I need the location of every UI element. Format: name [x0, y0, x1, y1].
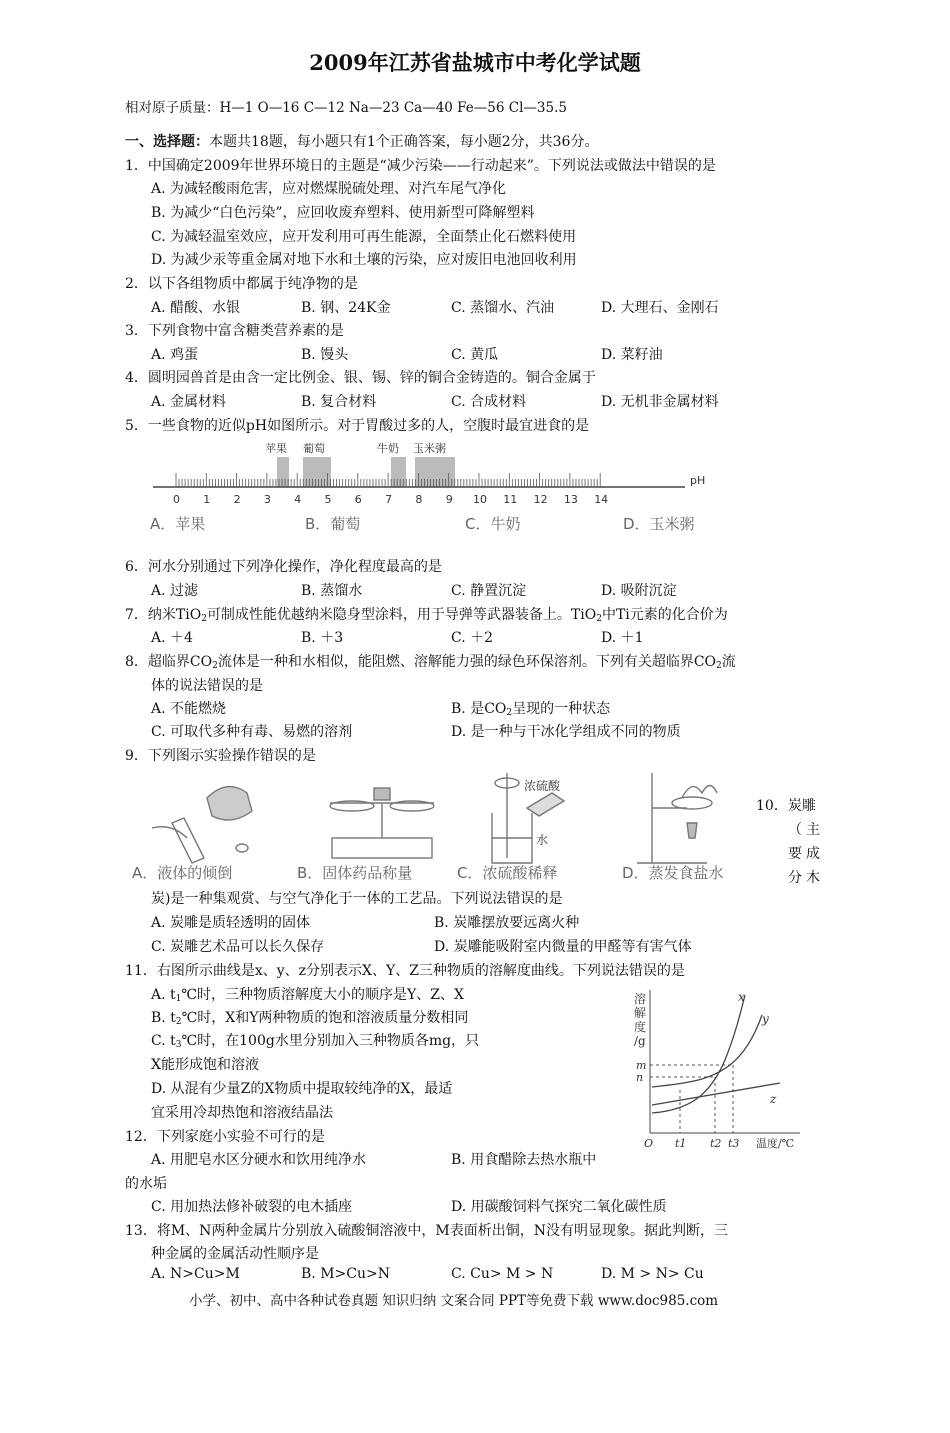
q9-caption-a: A．液体的倾倒	[132, 864, 233, 882]
q8-stem-line2: 体的说法错误的是	[151, 678, 263, 694]
q13-option-c: C. Cu> M > N	[451, 1266, 554, 1282]
atomic-mass: 相对原子质量：H—1 O—16 C—12 Na—23 Ca—40 Fe—56 Cl—35.5	[125, 100, 567, 116]
q8-option-a: A. 不能燃烧	[151, 701, 227, 717]
ph-unit: pH	[690, 474, 706, 487]
q11-stem: 11．右图所示曲线是x、y、z分别表示X、Y、Z三种物质的溶解度曲线。下列说法错误的是	[125, 963, 685, 979]
q10-stem-line3: 要成	[788, 846, 824, 862]
x-axis-label: 温度/℃	[756, 1137, 795, 1150]
footer-text: 小学、初中、高中各种试卷真题 知识归纳 文案合同 PPT等免费下载 www.doc985.com	[189, 1293, 719, 1309]
q11-option-d: D. 从混有少量Z的X物质中提取较纯净的X，最适	[151, 1081, 453, 1097]
apple-label: 苹果	[265, 442, 287, 455]
page-title: 2009年江苏省盐城市中考化学试题	[309, 50, 641, 75]
q4-stem: 4．圆明园兽首是由含一定比例金、银、锡、锌的铜合金铸造的。铜合金属于	[125, 370, 596, 386]
q6-option-a: A. 过滤	[151, 583, 199, 599]
q10-stem-line4: 分木	[788, 870, 824, 886]
ph-tick-label: 11	[503, 493, 518, 506]
q8-stem-part3: 流	[721, 654, 736, 670]
q13-stem: 13．将M、N两种金属片分别放入硫酸铜溶液中，M表面析出铜，N没有明显现象。据此判断，三	[125, 1223, 728, 1239]
q3-option-d: D. 菜籽油	[601, 347, 663, 363]
q7-option-a: A. ＋4	[151, 630, 193, 646]
q5-caption-d: D．玉米粥	[623, 515, 695, 533]
q11-option-c-part1: C. t	[151, 1033, 176, 1049]
q3-stem: 3．下列食物中富含糖类营养素的是	[125, 323, 344, 339]
q5-caption-a: A．苹果	[150, 515, 206, 533]
q7-stem-part3: 中Ti元素的化合价为	[601, 607, 728, 623]
q13-stem-line2: 种金属的金属活动性顺序是	[151, 1246, 319, 1262]
subscript: 2	[201, 614, 207, 624]
q1-option-c: C. 为减轻温室效应，应开发利用可再生能源，全面禁止化石燃料使用	[151, 229, 577, 245]
q7-option-b: B. ＋3	[301, 630, 344, 646]
y-label-4: /g	[634, 1034, 646, 1048]
ph-tick-label: 3	[263, 493, 271, 506]
ph-tick-label: 13	[563, 493, 578, 506]
q3-option-b: B. 馒头	[301, 347, 349, 363]
q7-stem	[125, 604, 728, 624]
q1-option-a: A. 为减轻酸雨危害，应对燃煤脱硫处理、对汽车尾气净化	[151, 181, 507, 197]
y-label-3: 度	[634, 1020, 647, 1034]
q8-stem-part1: 8．超临界CO	[125, 654, 213, 670]
ph-scale-figure	[145, 437, 715, 537]
q9-caption-b: B．固体药品称量	[297, 864, 413, 882]
q9-stem: 9．下列图示实验操作错误的是	[125, 748, 316, 764]
q12-option-b-cont: 的水垢	[125, 1176, 167, 1192]
ph-tick-label: 8	[415, 493, 423, 506]
q11-option-a-part2: ℃时，三种物质溶解度大小的顺序是Y、Z、X	[181, 987, 464, 1003]
q3-option-c: C. 黄瓜	[451, 347, 499, 363]
grape-range-bar	[303, 457, 331, 487]
m-label: m	[636, 1059, 647, 1072]
ph-tick-label: 0	[173, 493, 180, 506]
t3-label: t3	[728, 1137, 740, 1150]
water-label: 水	[536, 833, 549, 847]
q6-option-b: B. 蒸馏水	[301, 583, 363, 599]
q12-option-d: D. 用碳酸饲料气探究二氧化碳性质	[451, 1199, 667, 1215]
ph-tick-label: 12	[533, 493, 548, 506]
q13-option-b: B. M>Cu>N	[301, 1266, 390, 1282]
liquid-pouring-illustration	[152, 787, 252, 863]
q5-caption-c: C．牛奶	[465, 515, 521, 533]
q7-stem-part2: 可制成性能优越纳米隐身型涂料，用于导弹等武器装备上。TiO	[206, 607, 597, 623]
curve-z-label: z	[770, 1092, 777, 1106]
t2-label: t2	[710, 1137, 722, 1150]
q2-option-b: B. 钢、24K金	[301, 300, 391, 316]
q8-stem	[125, 651, 736, 671]
q11-option-b-part2: ℃时，X和Y两种物质的饱和溶液质量分数相同	[181, 1010, 469, 1026]
subscript: 1	[175, 994, 182, 1004]
q1-stem: 1．中国确定2009年世界环境日的主题是“减少污染——行动起来”。下列说法或做法中错误的是	[125, 158, 716, 174]
q10-option-c: C. 炭雕艺术品可以长久保存	[151, 939, 325, 955]
q2-stem: 2．以下各组物质中都属于纯净物的是	[125, 276, 358, 292]
q6-option-d: D. 吸附沉淀	[601, 583, 677, 599]
q7-stem-part1: 7．纳米TiO	[125, 607, 202, 623]
q11-option-d-line2: 宜采用冷却热饱和溶液结晶法	[151, 1105, 333, 1121]
n-label: n	[636, 1071, 644, 1084]
ph-ticks	[173, 473, 608, 506]
q1-option-b: B. 为减少“白色污染”，应回收废弃塑料、使用新型可降解塑料	[151, 205, 535, 221]
q12-option-c: C. 用加热法修补破裂的电木插座	[151, 1199, 353, 1215]
q11-option-c-line2: X能形成饱和溶液	[151, 1057, 259, 1073]
ph-tick-label: 2	[233, 493, 241, 506]
subscript: 3	[175, 1040, 182, 1050]
q1-option-d: D. 为减少汞等重金属对地下水和土壤的污染，应对废旧电池回收利用	[151, 252, 577, 268]
q11-option-c	[151, 1030, 479, 1050]
subscript: 2	[506, 708, 513, 718]
curve-x-label: x	[738, 990, 745, 1004]
q10-stem-cont: 炭)是一种集观赏、与空气净化于一体的工艺品。下列说法错误的是	[151, 891, 563, 907]
q12-option-a: A. 用肥皂水区分硬水和饮用纯净水	[151, 1152, 367, 1168]
t1-label: t1	[675, 1137, 687, 1150]
q9-lab-figures	[132, 768, 752, 886]
q12-option-b: B. 用食醋除去热水瓶中	[451, 1152, 597, 1168]
q10-option-a: A. 炭雕是质轻透明的固体	[151, 915, 311, 931]
q8-stem-part2: 流体是一种和水相似，能阻燃、溶解能力强的绿色环保溶剂。下列有关超临界CO	[217, 654, 717, 670]
q4-option-a: A. 金属材料	[151, 394, 227, 410]
section-heading	[125, 131, 598, 151]
evaporation-illustration	[637, 773, 717, 863]
ph-tick-label: 5	[324, 493, 332, 506]
q6-option-c: C. 静置沉淀	[451, 583, 527, 599]
subscript: 2	[596, 614, 602, 624]
q11-option-b-part1: B. t	[151, 1010, 176, 1026]
q12-stem: 12．下列家庭小实验不可行的是	[125, 1129, 325, 1145]
milk-range-bar	[391, 457, 406, 487]
q10-option-d: D. 炭雕能吸附室内微量的甲醛等有害气体	[434, 939, 692, 955]
ph-tick-label: 10	[473, 493, 487, 506]
ph-tick-label: 7	[385, 493, 393, 506]
q2-option-d: D. 大理石、金刚石	[601, 300, 719, 316]
ph-tick-label: 1	[203, 493, 211, 506]
q7-option-d: D. ＋1	[601, 630, 644, 646]
ph-tick-label: 9	[445, 493, 453, 506]
q4-option-d: D. 无机非金属材料	[601, 394, 719, 410]
q6-stem: 6．河水分别通过下列净化操作，净化程度最高的是	[125, 559, 442, 575]
subscript: 2	[212, 661, 218, 671]
ph-tick-label: 6	[354, 493, 362, 506]
q9-caption-d: D．蒸发食盐水	[622, 864, 724, 882]
q4-option-c: C. 合成材料	[451, 394, 527, 410]
solubility-graph	[630, 985, 805, 1155]
section-desc: 本题共18题，每小题只有1个正确答案，每小题2分，共36分。	[209, 134, 599, 150]
acid-label: 浓硫酸	[524, 779, 561, 793]
q11-option-a	[151, 984, 464, 1004]
q9-caption-c: C．浓硫酸稀释	[457, 864, 558, 882]
curve-x	[652, 995, 745, 1113]
grape-label: 葡萄	[303, 442, 325, 455]
q11-option-b	[151, 1007, 468, 1027]
subscript: 2	[716, 661, 722, 671]
ph-tick-label: 14	[594, 493, 609, 506]
q5-caption-b: B．葡萄	[305, 515, 361, 533]
q8-option-b	[451, 698, 610, 718]
curve-y-label: y	[762, 1012, 769, 1026]
q13-option-a: A. N>Cu>M	[151, 1266, 240, 1282]
curve-z	[652, 1083, 780, 1105]
q11-option-c-part2: ℃时，在100g水里分别加入三种物质各mg，只	[181, 1033, 480, 1049]
corn-label: 玉米粥	[413, 442, 446, 455]
subscript: 2	[175, 1017, 182, 1027]
q8-option-d: D. 是一种与干冰化学组成不同的物质	[451, 724, 681, 740]
y-label-2: 解	[634, 1006, 647, 1020]
q10-stem-line2: （主	[788, 822, 824, 838]
origin-label: O	[644, 1137, 654, 1150]
q2-option-a: A. 醋酸、水银	[151, 300, 241, 316]
section-label: 一、选择题：	[125, 134, 209, 150]
q11-option-a-part1: A. t	[151, 987, 176, 1003]
q3-option-a: A. 鸡蛋	[151, 347, 199, 363]
q10-stem-line1: 10．炭雕	[756, 798, 816, 814]
milk-label: 牛奶	[377, 442, 399, 455]
q4-option-b: B. 复合材料	[301, 394, 377, 410]
curve-y	[652, 1015, 762, 1087]
ph-tick-label: 4	[294, 493, 302, 506]
q8-option-c: C. 可取代多种有毒、易燃的溶剂	[151, 724, 353, 740]
q8-option-b-part2: 呈现的一种状态	[512, 701, 611, 717]
q10-option-b: B. 炭雕摆放要远离火种	[434, 915, 580, 931]
q2-option-c: C. 蒸馏水、汽油	[451, 300, 555, 316]
q8-option-b-part1: B. 是CO	[451, 701, 507, 717]
q7-option-c: C. ＋2	[451, 630, 494, 646]
y-label-1: 溶	[634, 992, 647, 1006]
balance-illustration	[330, 788, 434, 858]
q5-stem: 5．一些食物的近似pH如图所示。对于胃酸过多的人，空腹时最宜进食的是	[125, 418, 590, 434]
q13-option-d: D. M > N> Cu	[601, 1266, 704, 1282]
